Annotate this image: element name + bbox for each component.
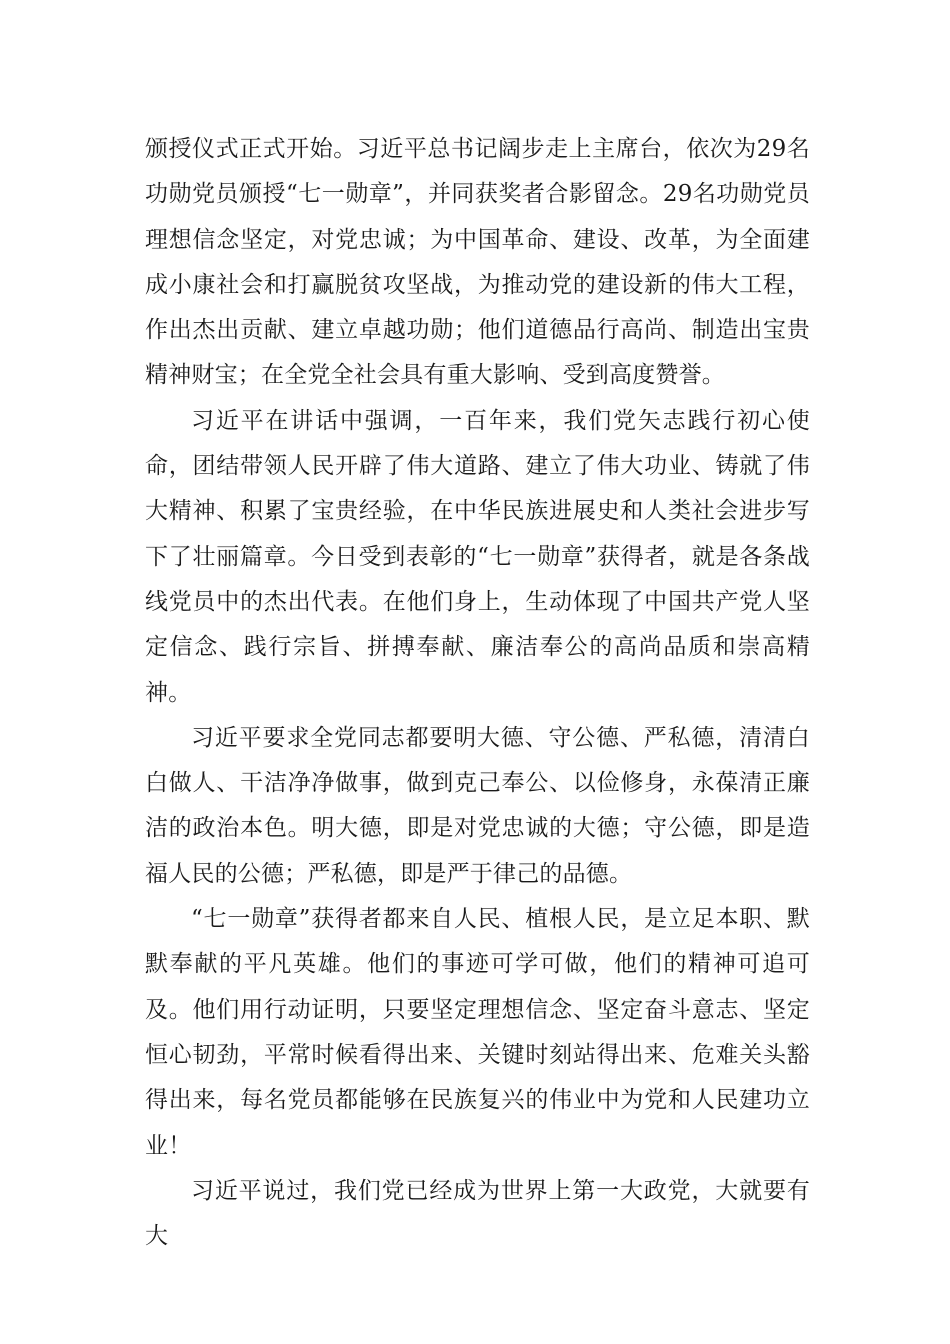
paragraph-5: 习近平说过，我们党已经成为世界上第一大政党，大就要有大: [145, 1177, 810, 1250]
paragraph-3: 习近平要求全党同志都要明大德、守公德、严私德，清清白白做人、干洁净净做事，做到克己奉公、以俭修身，永葆清正廉洁的政治本色。明大德，即是对党忠诚的大德；守公德，即是造福人民的公德；严私德，即是严于律己的品德。: [145, 724, 810, 887]
paragraph-4: “七一勋章”获得者都来自人民、植根人民，是立足本职、默默奉献的平凡英雄。他们的事迹可学可做，他们的精神可追可及。他们用行动证明，只要坚定理想信念、坚定奋斗意志、坚定恒心韧劲，平常时候看得出来、关键时刻站得出来、危难关头豁得出来，每名党员都能够在民族复兴的伟业中为党和人民建功立业！: [145, 906, 810, 1159]
document-body: [145, 127, 810, 1259]
paragraph-2: 习近平在讲话中强调，一百年来，我们党矢志践行初心使命，团结带领人民开辟了伟大道路、建立了伟大功业、铸就了伟大精神、积累了宝贵经验，在中华民族进展史和人类社会进步写下了壮丽篇章。今日受到表彰的“七一勋章”获得者，就是各条战线党员中的杰出代表。在他们身上，生动体现了中国共产党人坚定信念、践行宗旨、拼搏奉献、廉洁奉公的高尚品质和崇高精神。: [145, 407, 810, 706]
paragraph-1: 颁授仪式正式开始。习近平总书记阔步走上主席台，依次为29名功勋党员颁授“七一勋章”，并同获奖者合影留念。29名功勋党员理想信念坚定，对党忠诚；为中国革命、建设、改革，为全面建成小康社会和打赢脱贫攻坚战，为推动党的建设新的伟大工程，作出杰出贡献、建立卓越功勋；他们道德品行高尚、制造出宝贵精神财宝；在全党全社会具有重大影响、受到高度赞誉。: [145, 136, 810, 389]
